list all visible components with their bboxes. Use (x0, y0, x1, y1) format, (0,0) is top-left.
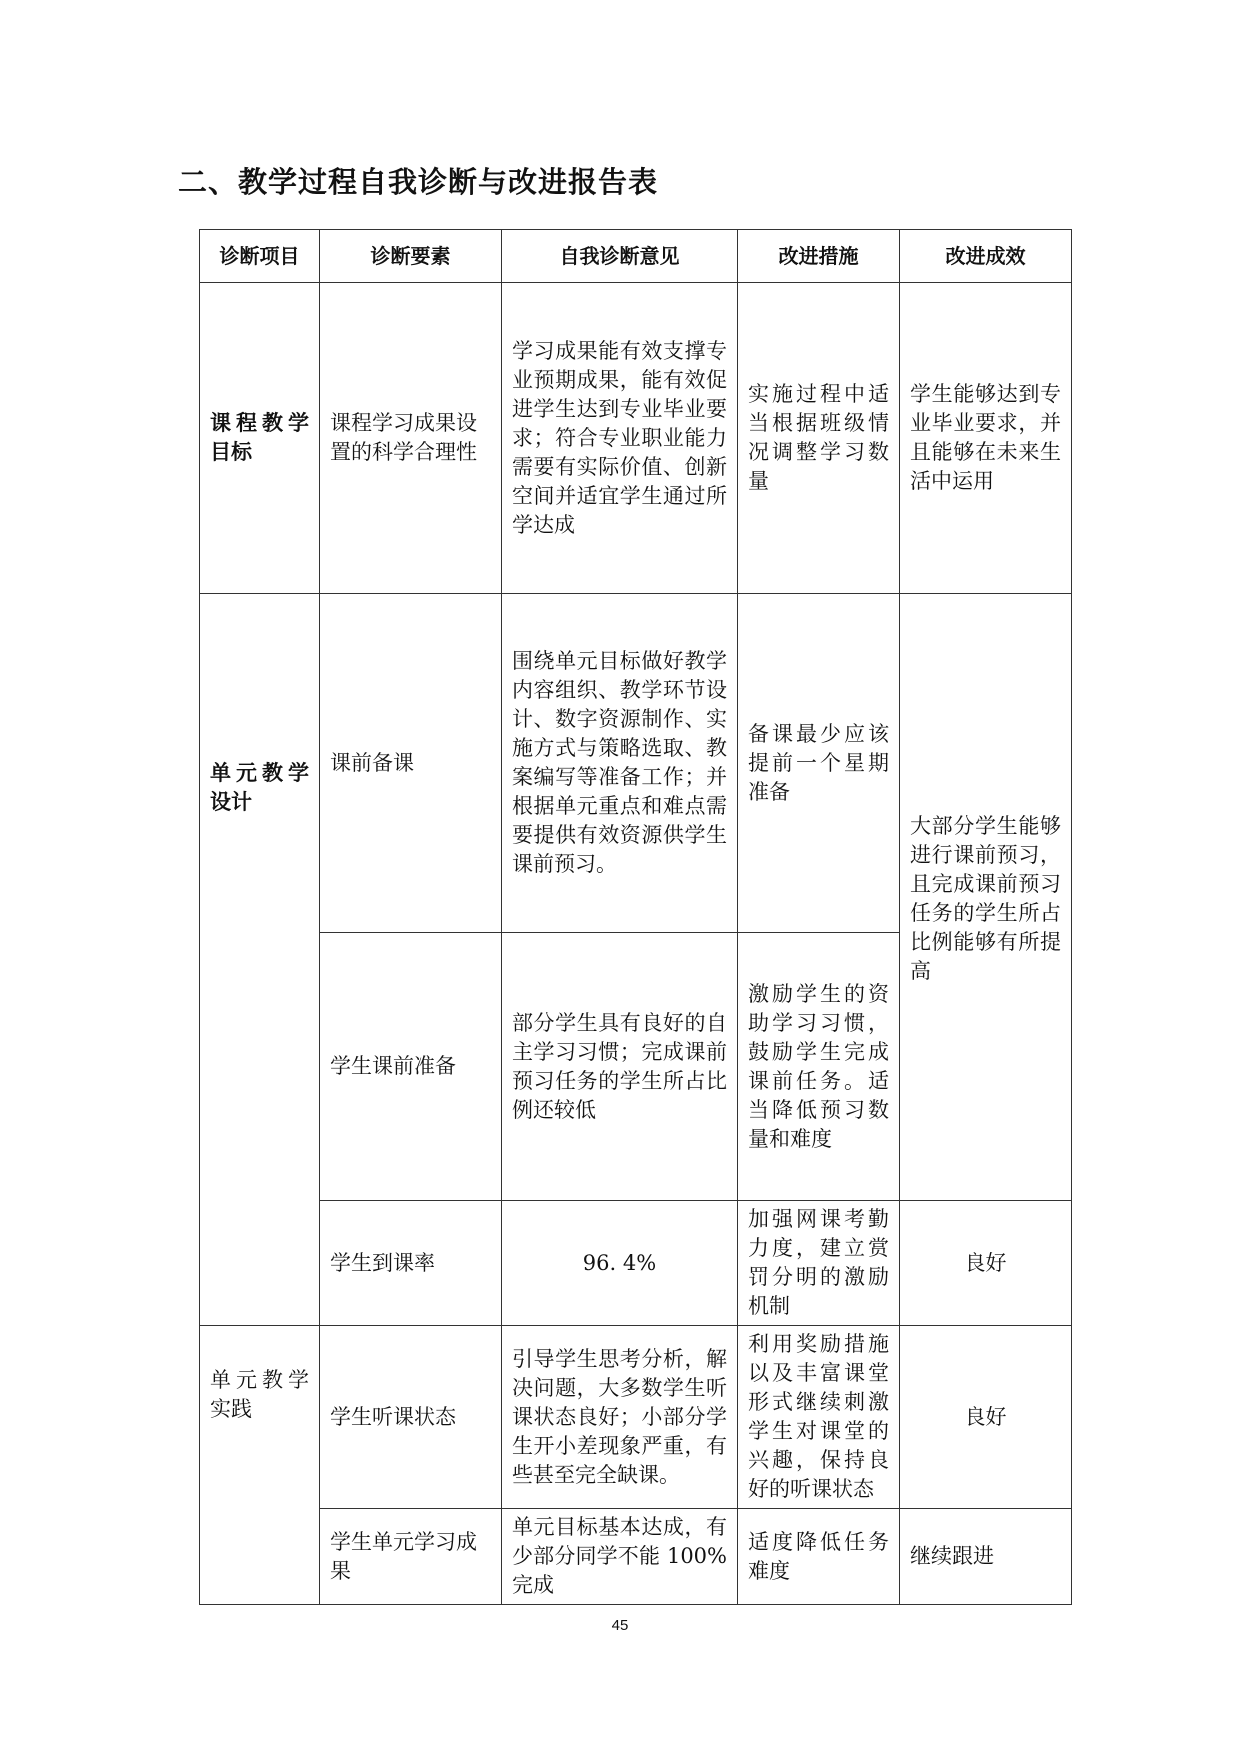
item-course-goal: 课程教学目标 (200, 283, 320, 594)
header-diagnosis-item: 诊断项目 (200, 230, 320, 283)
table-row (200, 283, 1072, 594)
header-diagnosis-element: 诊断要素 (320, 230, 502, 283)
page-number: 45 (611, 1617, 629, 1634)
opinion-cell: 96. 4% (502, 1201, 738, 1326)
diagnosis-report-table (199, 229, 1072, 1605)
header-improvement-measure: 改进措施 (738, 230, 900, 283)
measure-cell: 加强网课考勤力度，建立赏罚分明的激励机制 (738, 1201, 900, 1326)
table-row (200, 1509, 1072, 1605)
effect-cell: 良好 (900, 1326, 1072, 1509)
table-row (200, 594, 1072, 933)
opinion-cell: 围绕单元目标做好教学内容组织、教学环节设计、数字资源制作、实施方式与策略选取、教案编写等准备工作；并根据单元重点和难点需要提供有效资源供学生课前预习。 (502, 594, 738, 933)
measure-cell: 实施过程中适当根据班级情况调整学习数量 (738, 283, 900, 594)
measure-cell: 激励学生的资助学习习惯，鼓励学生完成课前任务。适当降低预习数量和难度 (738, 933, 900, 1201)
page-title: 二、教学过程自我诊断与改进报告表 (178, 165, 659, 199)
effect-cell: 良好 (900, 1201, 1072, 1326)
opinion-cell: 引导学生思考分析，解决问题，大多数学生听课状态良好；小部分学生开小差现象严重，有些甚至完全缺课。 (502, 1326, 738, 1509)
header-self-diagnosis-opinion: 自我诊断意见 (502, 230, 738, 283)
element-cell: 学生课前准备 (320, 933, 502, 1201)
measure-cell: 备课最少应该提前一个星期准备 (738, 594, 900, 933)
measure-cell: 利用奖励措施以及丰富课堂形式继续刺激学生对课堂的兴趣，保持良好的听课状态 (738, 1326, 900, 1509)
item-unit-practice: 单元教学实践 (200, 1326, 320, 1605)
table-header-row (200, 230, 1072, 283)
opinion-cell: 部分学生具有良好的自主学习习惯；完成课前预习任务的学生所占比例还较低 (502, 933, 738, 1201)
header-improvement-effect: 改进成效 (900, 230, 1072, 283)
opinion-cell: 学习成果能有效支撑专业预期成果，能有效促进学生达到专业毕业要求；符合专业职业能力需要有实际价值、创新空间并适宜学生通过所学达成 (502, 283, 738, 594)
element-cell: 学生到课率 (320, 1201, 502, 1326)
effect-cell: 继续跟进 (900, 1509, 1072, 1605)
element-cell: 课程学习成果设置的科学合理性 (320, 283, 502, 594)
element-cell: 学生听课状态 (320, 1326, 502, 1509)
effect-cell: 学生能够达到专业毕业要求，并且能够在未来生活中运用 (900, 283, 1072, 594)
table-row (200, 1201, 1072, 1326)
opinion-cell: 单元目标基本达成，有少部分同学不能 100% 完成 (502, 1509, 738, 1605)
effect-cell-merged: 大部分学生能够进行课前预习，且完成课前预习任务的学生所占比例能够有所提高 (900, 594, 1072, 1201)
item-unit-design: 单元教学设计 (200, 594, 320, 1326)
element-cell: 学生单元学习成果 (320, 1509, 502, 1605)
measure-cell: 适度降低任务难度 (738, 1509, 900, 1605)
element-cell: 课前备课 (320, 594, 502, 933)
table-row (200, 1326, 1072, 1509)
